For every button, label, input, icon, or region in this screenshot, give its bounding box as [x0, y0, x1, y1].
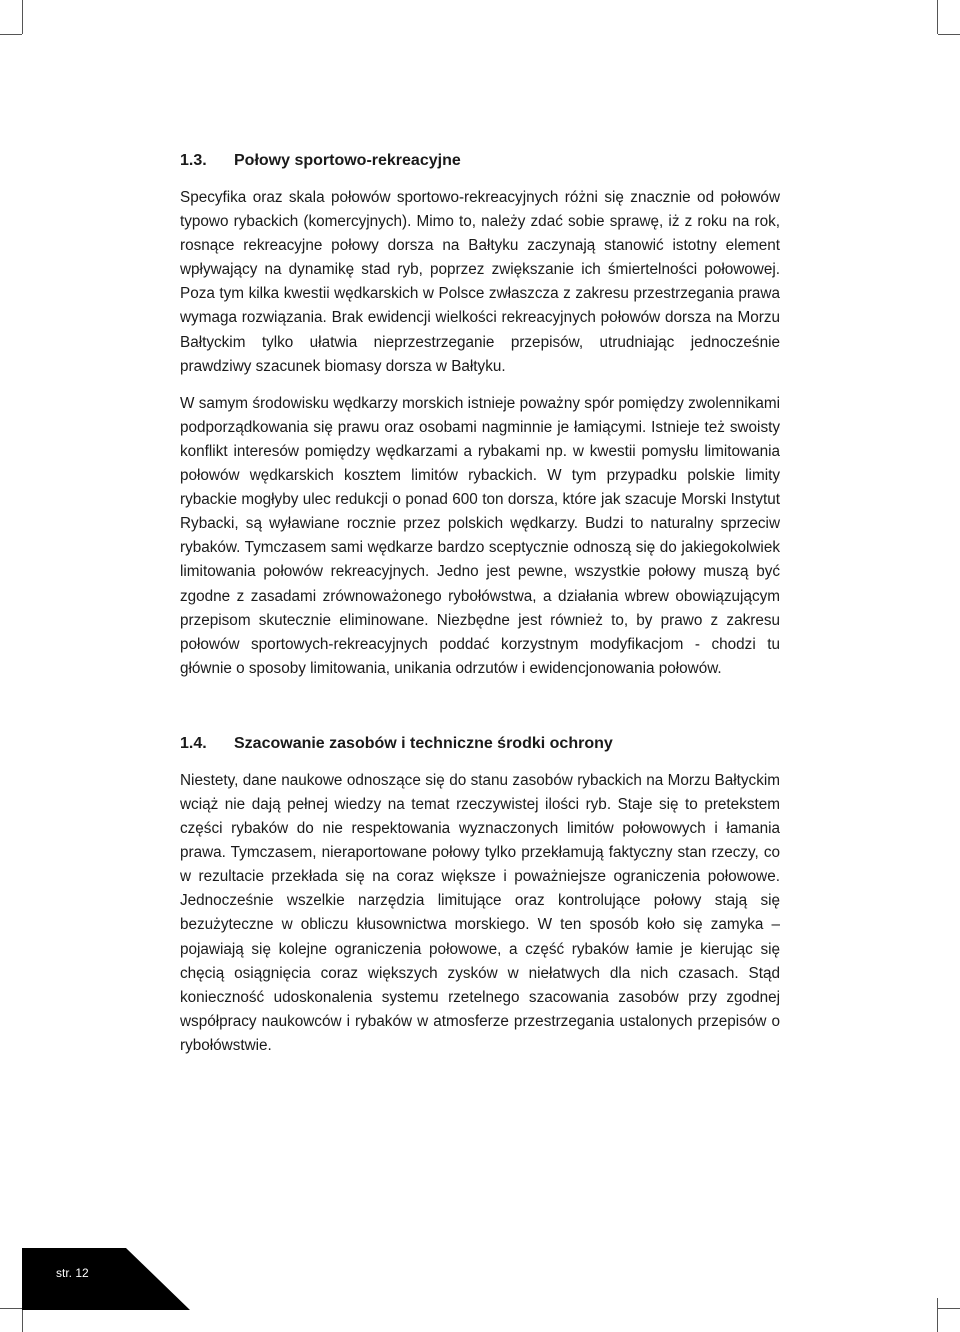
crop-mark-bottom-right-horizontal: [938, 1308, 960, 1309]
section-1-4: [180, 735, 780, 1058]
paragraph: W samym środowisku wędkarzy morskich istnieje poważny spór pomiędzy zwolennikami podporządkowania się prawu oraz osobami nagminnie je łamiącymi. Istnieje też swoisty konflikt interesów pomiędzy wędkarzami a rybakami np. w kwestii pomysłu limitowania połowów wędkarskich kosztem limitów rybackich. W tym przypadku polskie limity rybackie mogłyby ulec redukcji o ponad 600 ton dorsza, które jak szacuje Morski Instytut Rybacki, są wyławiane rocznie przez polskich wędkarzy. Budzi to naturalny sprzeciw rybaków. Tymczasem sami wędkarze bardzo sceptycznie odnoszą się do jakiegokolwiek limitowania połowów rekreacyjnych. Jedno jest pewne, wszystkie połowy muszą być zgodne z zasadami zrównoważonego rybołówstwa, a działania wbrew obowiązującym przepisom skutecznie eliminowane. Niezbędne jest również to, by prawo z zakresu połowów sportowych-rekreacyjnych poddać korzystnym modyfikacjom - chodzi tu głównie o sposoby limitowania, unikania odrzutów i ewidencjonowania połowów.: [180, 394, 780, 677]
crop-mark-top-left-horizontal: [0, 34, 22, 35]
crop-mark-top-right-horizontal: [938, 34, 960, 35]
paragraph: Specyfika oraz skala połowów sportowo-rekreacyjnych różni się znacznie od połowów typowo rybackich (komercyjnych). Mimo to, należy zdać sobie sprawę, iż z roku na rok, rosnące rekreacyjne połowy dorsza na Bałtyku zaczynają stanowić istotny element wpływający na dynamikę stad ryb, poprzez zwiększanie ich śmiertelności połowowej. Poza tym kilka kwestii wędkarskich w Polsce zwłaszcza z zakresu przestrzegania prawa wymaga rozwiązania. Brak ewidencji wielkości rekreacyjnych połowów dorsza na Morzu Bałtyckim tylko ułatwia nieprzestrzeganie przepisów, utrudniając jednocześnie prawdziwy szacunek biomasy dorsza w Bałtyku.: [180, 189, 780, 375]
section-title: Połowy sportowo-rekreacyjne: [234, 152, 461, 169]
section-number: 1.3.: [180, 152, 207, 169]
section-heading: [180, 152, 780, 170]
section-title: Szacowanie zasobów i techniczne środki ochrony: [234, 734, 613, 752]
page-content: [180, 152, 780, 1058]
page-number-triangle: [22, 1248, 190, 1310]
section-heading: [180, 735, 780, 753]
crop-mark-top-left: [22, 0, 23, 34]
crop-mark-bottom-right: [937, 1298, 938, 1332]
page-number: str. 12: [56, 1266, 89, 1280]
paragraph: Niestety, dane naukowe odnoszące się do stanu zasobów rybackich na Morzu Bałtyckim wciąż nie dają pełnej wiedzy na temat rzeczywistej ilości ryb. Staje się to pretekstem części rybaków do nie respektowania wyznaczonych limitów połowowych i łamania prawa. Tymczasem, nieraportowane połowy tylko przekłamują faktyczny stan rzeczy, co w rezultacie przekłada się na coraz większe i poważniejsze ograniczenia połowowe. Jednocześnie wszelkie narzędzia limitujące oraz kontrolujące połowy stają się bezużyteczne w obliczu kłusownictwa morskiego. W ten sposób koło się zamyka – pojawiają się kolejne ograniczenia połowowe, a część rybaków łamie je kierując się chęcią osiągnięcia coraz większych zysków w niełatwych dla nich czasach. Stąd konieczność udoskonalenia systemu rzetelnego szacowania zasobów przy zgodnej współpracy naukowców i rybaków w atmosferze przestrzegania ustalonych przepisów o rybołówstwie.: [180, 771, 780, 1054]
crop-mark-top-right: [937, 0, 938, 34]
section-1-3: [180, 152, 780, 681]
section-number: 1.4.: [180, 734, 207, 752]
crop-mark-bottom-left-horizontal: [0, 1308, 22, 1309]
